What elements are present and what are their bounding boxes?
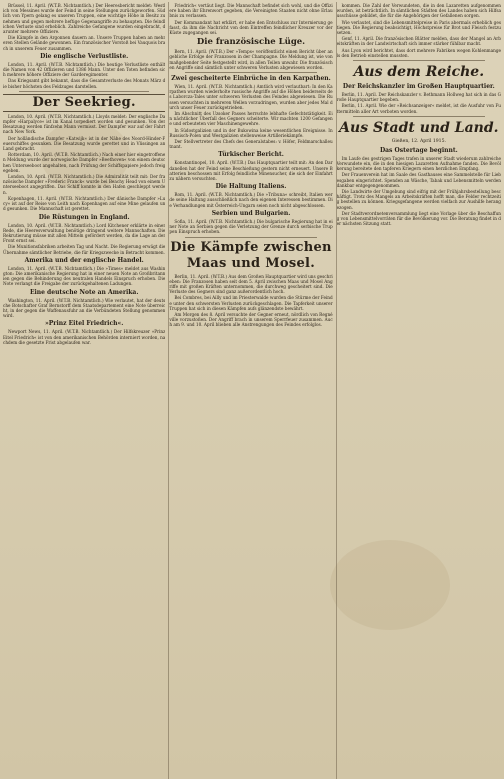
section-heading: Die Haltung Italiens. <box>215 183 287 191</box>
paragraph: Genf, 11. April. Die französischen Blätter melden, dass der Mangel an Arbeitskräften in der Landwirtschaft sich immer stärker fühlbar macht. <box>336 36 501 47</box>
paragraph: Die Landwirte der Umgebung sind eifrig mit der Frühjahrsbestellung beschäftigt. Trotz des Mangels an Arbeitskräften hofft man, die Felder rechtzeitig bestellen zu können. Kriegsgefangene werden vielfach zur Aushilfe herangezogen. <box>336 189 501 210</box>
section-heading: Die französische Lüge. <box>196 37 306 48</box>
paragraph: Wie verlautet, sind die Lebensmittelpreise in Paris abermals erheblich gestiegen. Die Regierung beabsichtigt, Höchstpreise für Brot und Fleisch festzusetzen. <box>336 19 501 36</box>
paragraph: Rom, 11. April. (W.T.B. Nichtamtlich.) Die »Tribuna« schreibt, Italien werde seine Haltung ausschließlich nach den eigenen Interessen bestimmen. Die Verhandlungen mit Österreich-Ungarn seien noch nicht abgeschlossen. <box>169 192 333 208</box>
paragraph: Im Laufe des gestrigen Tages trafen in unserer Stadt wiederum zahlreiche Verwundete ein, die in den hiesigen Lazaretten Aufnahme fanden. Die Bevölkerung bereitete den tapferen Kriegern einen herzlichen Empfang. <box>336 155 501 172</box>
column-3 <box>337 3 501 773</box>
section-heading-large: Die Kämpfe zwischen Maas und Mosel. <box>170 239 332 271</box>
section-heading: Zwei gescheiterte Einbrüche in den Karpathen. <box>171 75 331 83</box>
paragraph: London, 10. April. (W.T.B. Nichtamtlich.) Lord Kitchener erklärte in einer Rede, die Heeresverwaltung benötige dringend weitere Mannschaften. Die Rekrutierung müsse mit allen Mitteln gefördert werden, da die Lage an der Front ernst sei. <box>3 222 166 244</box>
paragraph: Konstantinopel, 10. April. (W.T.B.) Das Hauptquartier teilt mit: An den Dardanellen hat der Feind seine Beschießung gestern nicht erneuert. Unsere Batterien beschossen mit Erfolg feindliche Minensucher, die sich der Einfahrt zu nähern versuchten. <box>169 160 333 182</box>
section-subheading: Der Reichskanzler im Großen Hauptquartier. <box>342 83 495 91</box>
paragraph: In Südostgalizien und in der Bukowina keine wesentlichen Ereignisse. In Russisch-Polen und Westgalizien stellenweise Artilleriekämpfe. <box>169 127 333 138</box>
divider <box>353 116 485 117</box>
paragraph: Newport News, 11. April. (W.T.B. Nichtamtlich.) Der Hilfskreuzer »Prinz Eitel Friedrich« ist von den amerikanischen Behörden interniert worden, nachdem die gesetzte Frist abgelaufen war. <box>3 329 166 345</box>
paragraph: Bern, 11. April. (W.T.B.) Der »Temps« veröffentlicht einen Bericht über angebliche Erfolge der Franzosen in der Champagne. Die Meldung ist, wie von maßgebender Seite festgestellt wird, in allen Teilen unwahr. Die französischen Angriffe sind sämtlich unter schweren Verlusten abgewiesen worden. <box>169 49 333 70</box>
dateline: Gießen, 12. April 1915. <box>391 138 446 144</box>
paragraph: Der holländische Dampfer »Katwijk« ist in der Nähe des Noord-Hinder-Feuerschiffes gesunken. Die Besatzung wurde gerettet und in Vlissingen an Land gebracht. <box>3 135 166 152</box>
section-heading: »Prinz Eitel Friedrich«. <box>45 320 124 328</box>
paragraph: London, 11. April. (W.T.B. Nichtamtlich.) Die »Times« meldet aus Washington: Die amerikanische Regierung hat in einer neuen Note an Großbritannien gegen die Behinderung des neutralen Handels Einspruch erhoben. Die Note verlangt die Freigabe der zurückgehaltenen Ladungen. <box>3 265 166 287</box>
column-2 <box>169 3 332 773</box>
paragraph: Washington, 11. April. (W.T.B. Nichtamtlich.) Wie verlautet, hat der deutsche Botschafter Graf Bernstorff dem Staatsdepartement eine Note überreicht, in der gegen die Waffenausfuhr an die Verbündeten Stellung genommen wird. <box>3 297 166 319</box>
section-heading-large: Aus dem Reiche. <box>353 64 485 81</box>
paragraph: Friedrich« vertäut liegt. Die Mannschaft befindet sich wohl, und die Offiziere haben ihr Ehrenwort gegeben, die Vereinigten Staaten nicht ohne Erlaubnis zu verlassen. <box>169 3 333 19</box>
section-heading: Die Rüstungen in England. <box>38 213 130 221</box>
column-1 <box>3 3 165 773</box>
divider <box>185 237 316 238</box>
paragraph: Das Kriegsamt gibt bekannt, dass die Gesamtverluste des Monats März die bisher höchsten des Feldzuges darstellen. <box>3 78 166 89</box>
paragraph: Der Kommandant hat erklärt, er habe den Entschluss zur Internierung gefasst, da ihm die Nachricht von dem Eintreffen feindlicher Kreuzer vor der Küste zugegangen sei. <box>169 19 333 36</box>
section-heading: Türkischer Bericht. <box>218 151 284 159</box>
section-heading: Eine deutsche Note an Amerika. <box>29 288 139 296</box>
paragraph: Sofia, 11. April. (W.T.B. Nichtamtlich.) Die bulgarische Regierung hat in einer Note an Serbien gegen die Verletzung der Grenze durch serbische Truppen Einspruch erhoben. <box>169 218 333 235</box>
paragraph: London, 10. April. (W.T.B. Nichtamtlich.) Lloyds meldet: Der englische Dampfer »Harpalyce« ist im Kanal torpediert worden und gesunken. Von der Besatzung werden fünfzehn Mann vermisst. Der Dampfer war auf der Fahrt nach New York. <box>3 113 166 135</box>
paragraph: Bei Combres, bei Ailly und im Priesterwalde wurden die Stürme der Feinde unter den schwersten Verlusten zurückgeschlagen. Die Tapferkeit unserer Truppen hat sich in diesen Kämpfen aufs glänzendste bewährt. <box>169 295 333 311</box>
paragraph: Im Abschnitt des Uzsoker Passes herrschte lebhafte Gefechtstätigkeit. Ein nächtlicher Überfall des Gegners scheiterte. Wir machten 1200 Gefangene und erbeuteten vier Maschinengewehre. <box>169 111 333 127</box>
paragraph: Berlin, 11. April. Wie der »Reichsanzeiger« meldet, ist die Ausfuhr von Futtermitteln aller Art verboten worden. <box>336 103 501 114</box>
divider <box>19 91 149 92</box>
paragraph: Der Stellvertreter des Chefs des Generalstabes: v. Höfer, Feldmarschalleutnant. <box>169 139 333 150</box>
section-heading: Die englische Verlustliste. <box>40 52 129 60</box>
divider <box>353 60 485 61</box>
col1-intro <box>3 3 165 51</box>
paragraph: Rotterdam, 10. April. (W.T.B. Nichtamtlich.) Nach einer hier eingetroffenen Meldung wurde der norwegische Dampfer »Beethoven« von einem deutschen Unterseeboot angehalten, nach Prüfung der Schiffspapiere jedoch freigegeben. <box>3 152 166 173</box>
paragraph: Berlin, 11. April. Der Reichskanzler v. Bethmann Hollweg hat sich in das Große Hauptquartier begeben. <box>336 92 501 103</box>
paragraph: kommen. Die Zahl der Verwundeten, die in den Lazaretten aufgenommen wurden, ist beträchtlich. In sämtlichen Städten des Landes haben sich Hilfsausschüsse gebildet, die für die Angehörigen der Gefallenen sorgen. <box>336 3 501 19</box>
paragraph: Die Kämpfe in den Argonnen dauern an. Unsere Truppen haben an mehreren Stellen Gelände gewonnen. Ein französischer Vorstoß bei Vauquois brach in unserem Feuer zusammen. <box>3 35 166 51</box>
paragraph: Aus Lyon wird berichtet, dass dort mehrere Fabriken wegen Kohlenmangels den Betrieb einstellen mussten. <box>336 47 501 58</box>
section-heading: Amerika und der englische Handel. <box>24 256 144 264</box>
paragraph: Kopenhagen, 11. April. (W.T.B. Nichtamtlich.) Der dänische Dampfer »Lucy« ist auf der Reise von Leith nach Kopenhagen auf eine Mine gelaufen und gesunken. Die Mannschaft ist gerettet. <box>3 195 166 212</box>
section-heading-large: Aus Stadt und Land. <box>339 119 499 136</box>
paragraph: London, 10. April. (W.T.B. Nichtamtlich.) Die Admiralität teilt mit: Der französische Dampfer »Frederic Franck« wurde bei Beachy Head von einem Unterseeboot angegriffen. Das Schiff konnte in den Hafen geschleppt werden. <box>3 174 166 195</box>
paragraph: Die Munitionsfabriken arbeiten Tag und Nacht. Die Regierung erwägt die Übernahme sämtlicher Betriebe, die für Kriegszwecke in Betracht kommen. <box>3 244 166 255</box>
paragraph: Der Stadtverordnetenversammlung liegt eine Vorlage über die Beschaffung von Lebensmittelvorräten für die Bevölkerung vor. Die Beratung findet in der nächsten Sitzung statt. <box>336 210 501 227</box>
paragraph: Berlin, 11. April. (W.T.B.) Aus dem Großen Hauptquartier wird uns geschrieben: Die Franzosen haben seit dem 5. April zwischen Maas und Mosel Angriffe mit großen Kräften unternommen, die durchweg gescheitert sind. Die Verluste des Gegners sind ganz außerordentlich hoch. <box>169 273 333 295</box>
section-heading: Serbien und Bulgarien. <box>211 209 291 217</box>
section-subheading: Das Ostertage beginnt. <box>379 146 458 154</box>
paragraph: Brüssel, 11. April. (W.T.B. Nichtamtlich.) Der Heeresbericht meldet: Westlich von Messines wurde der Feind in seine Stellungen zurückgeworfen. Südlich von Ypern gelang es unseren Truppen, eine wichtige Höhe in Besitz zu nehmen und gegen mehrere heftige Gegenangriffe zu behaupten. Die feindlichen Verluste sind erheblich. Zahlreiche Gefangene wurden eingebracht, darunter mehrere Offiziere. <box>3 3 166 35</box>
section-heading-large: Der Seekrieg. <box>3 94 165 112</box>
paragraph: Am Morgen des 8. April versuchte der Gegner erneut, nördlich von Regnéville vorzustoßen. Der Angriff brach in unserem Sperrfeuer zusammen. Auch am 9. und 10. April blieben alle Anstrengungen des Feindes erfolglos. <box>169 311 333 328</box>
paragraph: Der Frauenverein hat im Saale des Gasthauses eine Sammelstelle für Liebesgaben eingerichtet. Spenden an Wäsche, Tabak und Lebensmitteln werden dankbar entgegengenommen. <box>336 172 501 188</box>
paragraph: Wien, 11. April. (W.T.B. Nichtamtlich.) Amtlich wird verlautbart: In den Karpathen wurden wiederholte russische Angriffe auf die Höhen beiderseits des Laborcza-Tales unter schweren Verlusten des Feindes abgewiesen. Die Russen versuchten in mehreren Wellen vorzudringen, wurden aber jedes Mal durch unser Feuer zurückgetrieben. <box>169 84 333 110</box>
paragraph: London, 11. April. (W.T.B. Nichtamtlich.) Die heutige Verlustliste enthält die Namen von 42 Offizieren und 1386 Mann. Unter den Toten befinden sich mehrere höhere Offiziere der Garderegimenter. <box>3 61 166 78</box>
divider <box>185 72 316 73</box>
